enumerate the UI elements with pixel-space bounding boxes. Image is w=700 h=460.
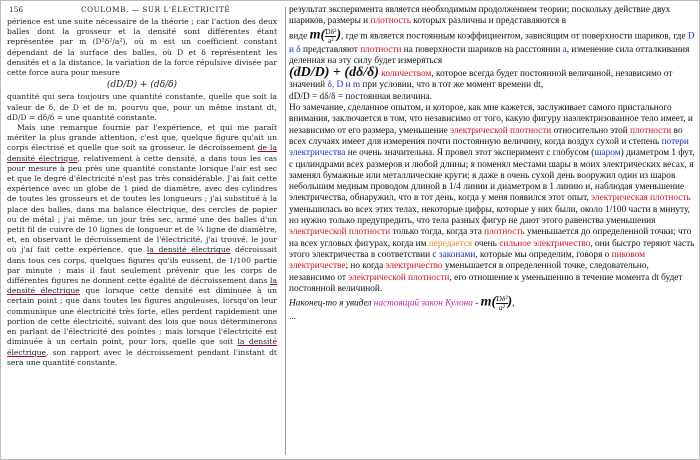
french-paragraph-3: Mais une remarque fournie par l'expérience, et qui me paraît mériter la plus grande attention, c'est que, quelque figure qu'ait un corps électrisé et quelle que soit sa grosseur, le décroissement de la densité électrique, relativement à cette densité, a dans tous les cas pour mesure à peu près une quantité constante lorsque l'air est sec et que le degré d'électricité n'est pas très considérable. J'ai fait cette expérience avec un globe de 1 pied de diamètre, avec des cylindres de toutes les grosseurs et de toutes les longueurs ; j'ai substitué à la place des balles, dans ma balance électrique, des cercles de papier ou de métal ; j'ai même, un jour très sec, armé une des balles d'un petit fil de cuivre de 10 lignes de longueur et de ¼ ligne de diamètre, et, en observant le décroissement de l'électricité, j'ai trouvé, le jour où j'ai fait cette expérience, que la densité électrique décroissait dans tous ces corps, quelques figures qu'ils eussent, de 1/100 partie par minute : mais il faut seulement prévenir que les corps de différentes figures ne donnent cette égalité de décroissement dans la densité électrique que lorsque cette densité est diminuée à un certain point ; que dans toutes les figures anguleuses, lorsqu'on leur communique une électricité très forte, elles perdent rapidement une portion de cette électricité, suivant des lois que nous déterminerons en parlant de l'électricité des pointes ; mais lorsque l'électricité est diminuée à un certain point, pour lors, quelle que soit la densité électrique, son rapport avec le décroissement pendant l'instant dt sera une quantité constante. [7,123,278,367]
translation-paragraph-5: Наконец-то я увидел настоящий закон Кулона - m( $\frac{\text{Dδ²}}{\text{a²}}$ ), [289,294,515,313]
derivative-formula: (dD/D) + (dδ/δ) [289,65,379,81]
translation-paragraph-1: результат эксперимента является необходимым продолжением теории; поскольку действие двух шариков, размеры и плотность которых различны и представляются в [289,5,671,27]
translation-paragraph-3: (dD/D) + (dδ/δ) количеством, которое всегда будет постоянной величиной, независимо от значений δ, D и m при условии, что в тот же момент времени dt, dD/D = dδ/δ = постоянная величина. [289,65,673,102]
formula-fraction: $\frac{\text{Dδ²}}{\text{a²}}$ [325,26,337,45]
page-header [5,5,279,17]
translation-paragraph-2: виде m( $\frac{\text{Dδ²}}{\text{a²}}$ ), где m является постоянным коэффициентом, зависящим от поверхности шариков, где D и δ представляют плотности на поверхности шариков на расстоянии a, изменение сила отталкивания деленная на эту силу будет измеряться [289,26,695,66]
column-divider [285,7,286,455]
running-title: COULOMB, — SUR L'ÉLECTRICITÉ [81,5,231,14]
french-paragraph-2: quantité qui sera toujours une quantité constante, quelle que soit la valeur de δ, de D et de m, pourvu que, pour un même instant dt, dD/D = dδ/δ = une quantité constante. [7,92,277,122]
russian-translation [289,5,695,457]
underlined-phrase: la densité électrique [146,245,231,255]
underlined-phrase: de la densité électrique [7,143,277,163]
underlined-phrase: la densité électrique [7,337,277,357]
french-paragraph-1: périence est une suite nécessaire de la théorie ; car l'action des deux balles dont la grosseur et la densité sont différentes étant représentée par m (D²δ²/a²), où m est un coefficient constant dépendant de la surface des balles, où D et δ représentent les densités et a la distance, la variation de la force répulsive divisée par cette force aura pour mesure [7,17,277,78]
translation-paragraph-4: Но замечание, сделанное опытом, и которое, как мне кажется, заслуживает самого пристального внимания, заключается в том, что независимо от того, какую фигуру наэлектризованное тело имеет, и независимо от его размера, уменьшение электрической плотности относительно этой плотности во всех случаях имеет для измерения почти постоянную величину, когда воздух сухой и степень потери электричества не очень значительна. Я провел этот эксперимент с глобусом (шаром) диаметром 1 фут, с цилиндрами всех размеров и любой длины; я поменял местами шары в моих электрических весах, я заменял бумажные или металлические круги; я даже в очень сухой день вооружил один из шаров небольшим медным проводом длиной в 1/4 линии и диаметром в 1 линию и, наблюдая уменьшение электричества, обнаружил, что в тот день, когда у меня появился этот опыт, электрическая плотность уменьшилась во всех этих телах, некоторые цифры, которые у них были, около 1/100 части в минуту, но нужно только предупредить, что тела разных фигур не дают этого равенства уменьшения электрической плотности только тогда, когда эта плотность уменьшается до определенной точки; что на всех угловых фигурах, когда им передается очень сильное электричество, они быстро теряют часть этого электричества в соответствии с законами, которые мы определим, говоря о пиковом электричестве; но когда электричество уменьшается в определенной точке, следовательно, независимо от электрической плотности, его отношение к уменьшению в течение момента dt будет постоянной величиной. [289,103,695,294]
underlined-phrase: la densité électrique [7,276,277,296]
french-formula: (dD/D) + (dδ/δ) [106,80,178,91]
coulomb-law-highlight: настоящий закон Кулона [373,298,473,309]
scanned-french-page [5,5,279,457]
translation-ellipsis: ... [289,312,296,323]
formula-fraction: $\frac{\text{Dδ²}}{\text{a²}}$ [496,294,508,313]
page-number: 156 [9,5,24,14]
